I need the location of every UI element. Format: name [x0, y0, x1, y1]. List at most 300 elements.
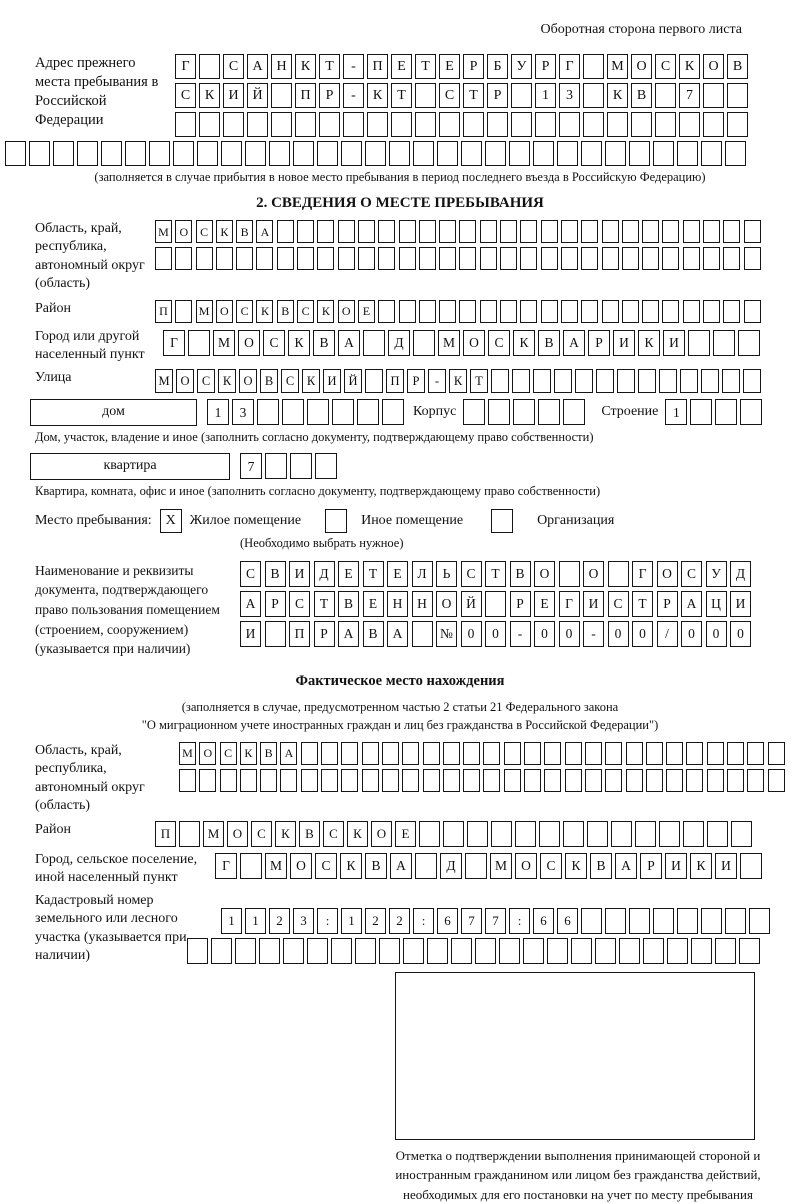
char-box	[439, 220, 456, 243]
char-box: У	[706, 561, 727, 587]
char-box	[662, 247, 679, 270]
char-box	[662, 300, 679, 323]
char-box	[459, 220, 476, 243]
char-box: В	[260, 742, 277, 765]
char-box	[602, 220, 619, 243]
char-box: С	[681, 561, 702, 587]
char-box	[338, 247, 355, 270]
char-box	[307, 938, 328, 964]
char-box	[196, 247, 213, 270]
char-box: В	[727, 54, 748, 79]
char-box	[415, 112, 436, 137]
char-box	[412, 621, 433, 647]
char-box	[683, 300, 700, 323]
char-box: К	[295, 54, 316, 79]
char-box	[53, 141, 74, 166]
char-box: М	[438, 330, 460, 356]
char-box	[240, 853, 262, 879]
char-box: С	[540, 853, 562, 879]
char-box	[297, 247, 314, 270]
char-box	[605, 908, 626, 934]
char-box: П	[155, 821, 176, 847]
prev-address-block	[35, 54, 800, 137]
char-box: С	[323, 821, 344, 847]
char-box: -	[428, 369, 446, 393]
char-box	[378, 220, 395, 243]
char-box	[315, 453, 337, 479]
char-box: 0	[485, 621, 506, 647]
char-box	[653, 908, 674, 934]
char-box: С	[461, 561, 482, 587]
char-box: О	[534, 561, 555, 587]
char-box	[725, 908, 746, 934]
char-box: 1	[535, 83, 556, 108]
char-box	[199, 112, 220, 137]
char-box: С	[197, 369, 215, 393]
document-row-1	[240, 561, 751, 587]
char-box: 0	[559, 621, 580, 647]
char-box	[731, 821, 752, 847]
char-box	[513, 399, 535, 425]
char-box: В	[365, 853, 387, 879]
char-box	[245, 141, 266, 166]
char-box	[355, 938, 376, 964]
region-row-1	[155, 220, 761, 243]
char-box	[677, 908, 698, 934]
char-box: Д	[388, 330, 410, 356]
char-box	[317, 141, 338, 166]
char-box: Р	[487, 83, 508, 108]
house-note: Дом, участок, владение и иное (заполнить согласно документу, подтверждающему право собственности)	[35, 429, 594, 444]
char-box	[365, 369, 383, 393]
char-box	[749, 908, 770, 934]
char-box	[463, 399, 485, 425]
char-box	[221, 141, 242, 166]
char-box: :	[317, 908, 338, 934]
char-box	[642, 247, 659, 270]
char-box: Й	[344, 369, 362, 393]
char-box	[611, 821, 632, 847]
char-box	[265, 621, 286, 647]
stay-option-organization-checkbox	[491, 509, 513, 533]
char-box: Т	[632, 591, 653, 617]
char-box	[419, 220, 436, 243]
stay-place-note: (Необходимо выбрать нужное)	[240, 535, 404, 550]
char-box: М	[213, 330, 235, 356]
char-box: К	[240, 742, 257, 765]
char-box: :	[509, 908, 530, 934]
char-box: Н	[412, 591, 433, 617]
cadastral-row-2	[187, 938, 770, 964]
apartment-number-cells	[240, 453, 337, 479]
prev-address-row-4	[5, 141, 800, 166]
char-box	[175, 300, 192, 323]
char-box	[701, 908, 722, 934]
stroenie-cells	[665, 399, 762, 425]
house-type-box: дом	[30, 399, 197, 426]
char-box	[427, 938, 448, 964]
char-box	[583, 112, 604, 137]
char-box	[500, 247, 517, 270]
prev-address-row-3	[175, 112, 748, 137]
char-box	[683, 220, 700, 243]
char-box	[358, 247, 375, 270]
char-box	[659, 369, 677, 393]
char-box: С	[240, 561, 261, 587]
char-box	[199, 769, 216, 792]
char-box	[149, 141, 170, 166]
char-box: И	[223, 83, 244, 108]
char-box: Е	[358, 300, 375, 323]
char-box: Г	[559, 54, 580, 79]
city-block	[35, 328, 800, 365]
char-box	[533, 141, 554, 166]
cadastral-row-1	[221, 908, 770, 934]
char-box	[465, 853, 487, 879]
char-box	[277, 247, 294, 270]
char-box	[727, 769, 744, 792]
char-box: С	[281, 369, 299, 393]
char-box: М	[607, 54, 628, 79]
char-box	[402, 742, 419, 765]
section2-title: 2. СВЕДЕНИЯ О МЕСТЕ ПРЕБЫВАНИЯ	[256, 195, 544, 211]
char-box	[743, 369, 761, 393]
char-box	[581, 247, 598, 270]
char-box	[617, 369, 635, 393]
char-box	[629, 141, 650, 166]
char-box	[382, 399, 404, 425]
char-box: И	[715, 853, 737, 879]
char-box	[179, 769, 196, 792]
char-box: И	[665, 853, 687, 879]
street-label: Улица	[35, 369, 72, 385]
actual-location-title: Фактическое место нахождения	[295, 672, 505, 689]
char-box	[703, 300, 720, 323]
char-box	[583, 83, 604, 108]
char-box	[277, 220, 294, 243]
char-box	[686, 769, 703, 792]
char-box: Е	[363, 591, 384, 617]
page-header-note: Оборотная сторона первого листа	[540, 22, 742, 37]
korpus-label: Корпус	[413, 404, 457, 420]
char-box	[605, 141, 626, 166]
char-box: Р	[588, 330, 610, 356]
char-box	[293, 141, 314, 166]
char-box: В	[631, 83, 652, 108]
char-box	[515, 821, 536, 847]
stamp-caption: Отметка о подтверждении выполнения принимающей стороной и иностранным гражданином или лицом без гражданства действий, необходимых для его постановки на учет по месту пребывания	[395, 1147, 761, 1202]
char-box	[415, 853, 437, 879]
char-box	[439, 300, 456, 323]
char-box	[554, 369, 572, 393]
char-box: Б	[487, 54, 508, 79]
char-box: О	[631, 54, 652, 79]
char-box	[646, 742, 663, 765]
char-box	[307, 399, 329, 425]
stay-option-residential-checkbox: X	[160, 509, 182, 533]
char-box: 1	[665, 399, 687, 425]
char-box: Й	[461, 591, 482, 617]
char-box	[211, 938, 232, 964]
char-box	[399, 300, 416, 323]
char-box	[500, 220, 517, 243]
char-box: 2	[269, 908, 290, 934]
char-box: А	[387, 621, 408, 647]
char-box: С	[608, 591, 629, 617]
char-box	[173, 141, 194, 166]
char-box	[703, 220, 720, 243]
char-box	[608, 561, 629, 587]
char-box: И	[730, 591, 751, 617]
char-box	[419, 247, 436, 270]
char-box: О	[176, 369, 194, 393]
char-box: Р	[657, 591, 678, 617]
char-box	[740, 853, 762, 879]
char-box: 6	[557, 908, 578, 934]
char-box: 3	[293, 908, 314, 934]
char-box	[520, 220, 537, 243]
char-box	[236, 247, 253, 270]
char-box: Р	[319, 83, 340, 108]
char-box	[619, 938, 640, 964]
actual-region-label: Область, край, республика, автономный округ (область)	[35, 742, 145, 814]
char-box	[707, 769, 724, 792]
char-box: Р	[463, 54, 484, 79]
char-box	[365, 141, 386, 166]
char-box	[480, 300, 497, 323]
char-box: Г	[163, 330, 185, 356]
char-box: У	[511, 54, 532, 79]
char-box	[605, 769, 622, 792]
stay-option-other-checkbox	[325, 509, 347, 533]
char-box: 2	[365, 908, 386, 934]
char-box: О	[227, 821, 248, 847]
char-box: -	[510, 621, 531, 647]
char-box	[642, 220, 659, 243]
char-box	[341, 742, 358, 765]
char-box: Р	[510, 591, 531, 617]
stay-option-other-label: Иное помещение	[361, 512, 464, 528]
char-box	[701, 369, 719, 393]
char-box: Ц	[706, 591, 727, 617]
char-box: П	[295, 83, 316, 108]
char-box	[727, 112, 748, 137]
char-box: К	[288, 330, 310, 356]
char-box: С	[315, 853, 337, 879]
char-box: 1	[245, 908, 266, 934]
char-box	[631, 112, 652, 137]
char-box: Е	[439, 54, 460, 79]
char-box	[485, 141, 506, 166]
char-box	[747, 742, 764, 765]
char-box: Е	[395, 821, 416, 847]
char-box: Ь	[436, 561, 457, 587]
char-box	[295, 112, 316, 137]
char-box	[725, 141, 746, 166]
char-box	[155, 247, 172, 270]
char-box	[715, 399, 737, 425]
char-box: Т	[415, 54, 436, 79]
char-box	[451, 938, 472, 964]
char-box	[338, 220, 355, 243]
char-box: В	[510, 561, 531, 587]
city-label: Город или другой населенный пункт	[35, 328, 145, 363]
char-box	[523, 938, 544, 964]
char-box	[557, 141, 578, 166]
char-box: В	[313, 330, 335, 356]
char-box	[199, 54, 220, 79]
char-box: Г	[215, 853, 237, 879]
char-box: 2	[389, 908, 410, 934]
char-box	[571, 938, 592, 964]
char-box	[297, 220, 314, 243]
char-box: К	[216, 220, 233, 243]
char-box: Е	[534, 591, 555, 617]
char-box	[461, 141, 482, 166]
char-box	[175, 247, 192, 270]
char-box	[539, 821, 560, 847]
char-box	[744, 247, 761, 270]
char-box: К	[199, 83, 220, 108]
char-box	[439, 112, 460, 137]
apartment-row	[30, 453, 800, 480]
char-box	[382, 742, 399, 765]
char-box: О	[436, 591, 457, 617]
char-box	[547, 938, 568, 964]
region-row-2	[155, 247, 761, 270]
char-box	[561, 247, 578, 270]
char-box: В	[590, 853, 612, 879]
char-box	[683, 247, 700, 270]
char-box	[475, 938, 496, 964]
char-box	[744, 300, 761, 323]
char-box: О	[290, 853, 312, 879]
char-box	[701, 141, 722, 166]
char-box: М	[265, 853, 287, 879]
char-box: С	[223, 54, 244, 79]
actual-city-row	[215, 853, 762, 879]
street-block	[35, 369, 800, 393]
char-box	[483, 769, 500, 792]
char-box	[626, 769, 643, 792]
char-box	[703, 83, 724, 108]
char-box	[235, 938, 256, 964]
char-box	[399, 247, 416, 270]
char-box	[703, 112, 724, 137]
char-box	[538, 399, 560, 425]
char-box	[459, 300, 476, 323]
char-box: Р	[640, 853, 662, 879]
char-box	[535, 112, 556, 137]
char-box	[290, 453, 312, 479]
char-box	[382, 769, 399, 792]
apartment-note: Квартира, комната, офис и иное (заполнить согласно документу, подтверждающему право собственности)	[35, 483, 601, 498]
char-box: И	[613, 330, 635, 356]
prev-address-label: Адрес прежнего места пребывания в Российской Федерации	[35, 55, 159, 129]
char-box	[563, 399, 585, 425]
char-box	[257, 399, 279, 425]
char-box	[565, 742, 582, 765]
char-box: Д	[730, 561, 751, 587]
char-box: М	[203, 821, 224, 847]
char-box: О	[175, 220, 192, 243]
prev-address-footnote: (заполняется в случае прибытия в новое место пребывания в период последнего въезда в Российскую Федерацию)	[94, 170, 706, 184]
char-box: К	[275, 821, 296, 847]
char-box	[581, 908, 602, 934]
char-box	[520, 300, 537, 323]
char-box	[595, 938, 616, 964]
char-box	[485, 591, 506, 617]
char-box: 1	[341, 908, 362, 934]
char-box: А	[615, 853, 637, 879]
char-box	[423, 769, 440, 792]
char-box	[622, 300, 639, 323]
char-box: Н	[271, 54, 292, 79]
char-box: К	[449, 369, 467, 393]
char-box: Д	[314, 561, 335, 587]
char-box	[667, 938, 688, 964]
char-box	[321, 742, 338, 765]
char-box: О	[239, 369, 257, 393]
char-box	[317, 220, 334, 243]
char-box: О	[371, 821, 392, 847]
char-box	[443, 821, 464, 847]
char-box	[179, 821, 200, 847]
char-box: К	[218, 369, 236, 393]
house-number-cells	[207, 399, 404, 425]
char-box: 0	[730, 621, 751, 647]
char-box: -	[583, 621, 604, 647]
char-box: О	[583, 561, 604, 587]
prev-address-row-2	[175, 83, 748, 108]
char-box	[559, 561, 580, 587]
char-box	[747, 769, 764, 792]
char-box: :	[413, 908, 434, 934]
char-box	[282, 399, 304, 425]
char-box	[520, 247, 537, 270]
char-box: Т	[485, 561, 506, 587]
actual-region-row-2	[179, 769, 785, 792]
char-box: К	[367, 83, 388, 108]
char-box	[561, 220, 578, 243]
char-box	[688, 330, 710, 356]
char-box	[378, 247, 395, 270]
char-box	[260, 769, 277, 792]
actual-city-label: Город, сельское поселение, иной населенный пункт	[35, 851, 198, 886]
char-box	[419, 300, 436, 323]
char-box	[655, 112, 676, 137]
char-box	[638, 369, 656, 393]
char-box	[378, 300, 395, 323]
document-row-2	[240, 591, 751, 617]
char-box	[511, 83, 532, 108]
char-box	[524, 742, 541, 765]
char-box: /	[657, 621, 678, 647]
char-box	[655, 83, 676, 108]
char-box	[480, 220, 497, 243]
char-box	[362, 742, 379, 765]
char-box: Л	[412, 561, 433, 587]
char-box: Р	[265, 591, 286, 617]
char-box	[491, 369, 509, 393]
actual-location-note-1: (заполняется в случае, предусмотренном частью 2 статьи 21 Федерального закона	[181, 699, 619, 714]
char-box: С	[263, 330, 285, 356]
char-box	[188, 330, 210, 356]
char-box	[220, 769, 237, 792]
char-box	[463, 112, 484, 137]
char-box	[744, 220, 761, 243]
char-box	[605, 742, 622, 765]
